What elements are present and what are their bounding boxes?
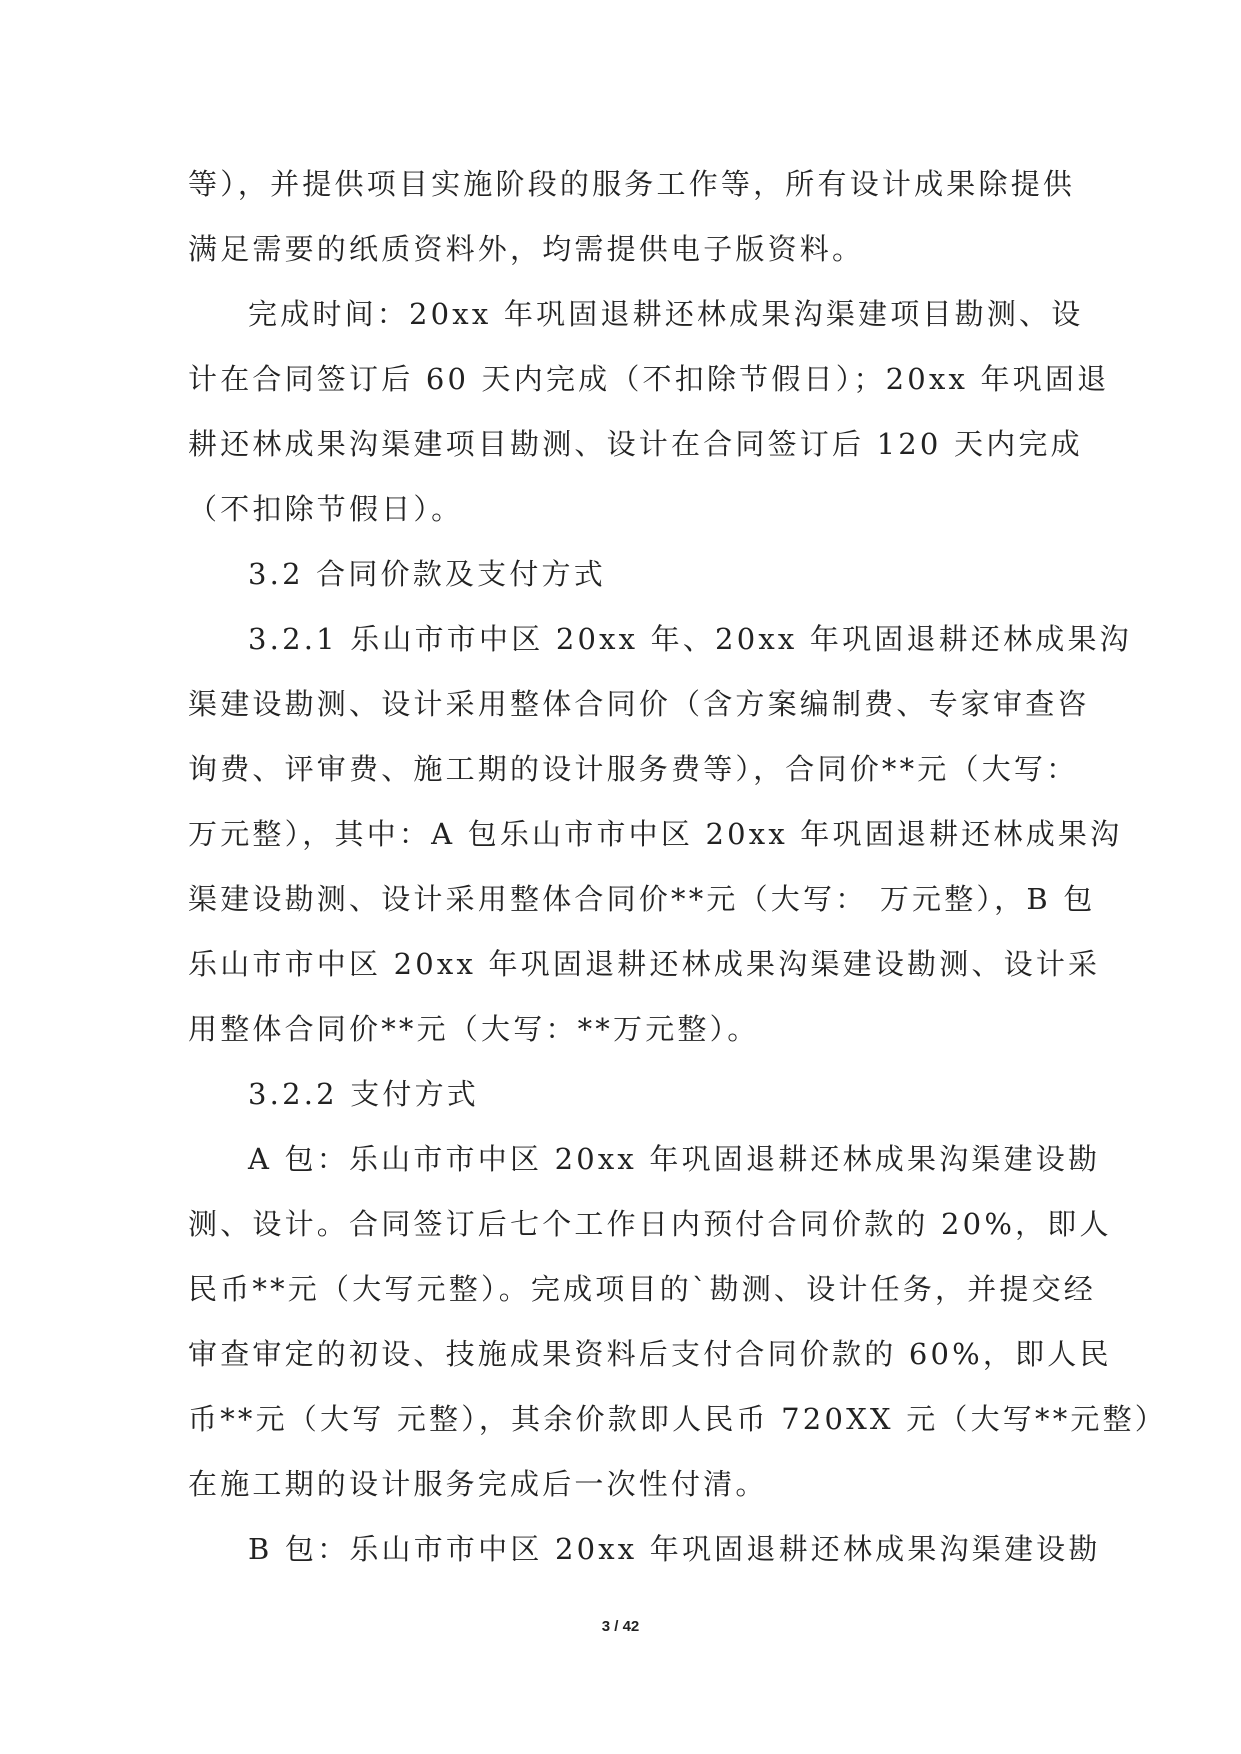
paragraph-first-line: 3.2.1 乐山市市中区 20xx 年、20xx 年巩固退耕还林成果沟 — [248, 622, 1132, 656]
section-heading: 3.2 合同价款及支付方式 — [248, 557, 606, 591]
text-line: 满足需要的纸质资料外，均需提供电子版资料。 — [188, 232, 865, 266]
text-line: 用整体合同价**元（大写：**万元整）。 — [188, 1012, 760, 1046]
text-line: 乐山市市中区 20xx 年巩固退耕还林成果沟渠建设勘测、设计采 — [188, 947, 1101, 981]
text-line: 等），并提供项目实施阶段的服务工作等，所有设计成果除提供 — [188, 167, 1076, 201]
text-line: 万元整），其中：A 包乐山市市中区 20xx 年巩固退耕还林成果沟 — [188, 817, 1123, 851]
text-line: 渠建设勘测、设计采用整体合同价（含方案编制费、专家审查咨 — [188, 687, 1090, 721]
text-line: 民币**元（大写元整）。完成项目的`勘测、设计任务，并提交经 — [188, 1272, 1097, 1306]
text-line: 在施工期的设计服务完成后一次性付清。 — [188, 1467, 768, 1501]
text-line: 耕还林成果沟渠建项目勘测、设计在合同签订后 120 天内完成 — [188, 427, 1083, 461]
text-line: 计在合同签订后 60 天内完成（不扣除节假日）；20xx 年巩固退 — [188, 362, 1110, 396]
text-line: 测、设计。合同签订后七个工作日内预付合同价款的 20%，即人 — [188, 1207, 1112, 1241]
document-body — [188, 152, 1167, 1582]
text-line: 审查审定的初设、技施成果资料后支付合同价款的 60%，即人民 — [188, 1337, 1112, 1371]
paragraph-first-line: B 包：乐山市市中区 20xx 年巩固退耕还林成果沟渠建设勘 — [248, 1532, 1101, 1566]
paragraph-first-line: 完成时间：20xx 年巩固退耕还林成果沟渠建项目勘测、设 — [248, 297, 1084, 331]
text-line: 询费、评审费、施工期的设计服务费等），合同价**元（大写： — [188, 752, 1079, 786]
section-heading: 3.2.2 支付方式 — [248, 1077, 480, 1111]
text-line: 币**元（大写 元整），其余价款即人民币 720XX 元（大写**元整） — [188, 1402, 1167, 1436]
text-line: （不扣除节假日）。 — [188, 492, 464, 526]
paragraph-first-line: A 包：乐山市市中区 20xx 年巩固退耕还林成果沟渠建设勘 — [248, 1142, 1101, 1176]
text-line: 渠建设勘测、设计采用整体合同价**元（大写： 万元整），B 包 — [188, 882, 1096, 916]
page-number: 3 / 42 — [601, 1618, 640, 1635]
